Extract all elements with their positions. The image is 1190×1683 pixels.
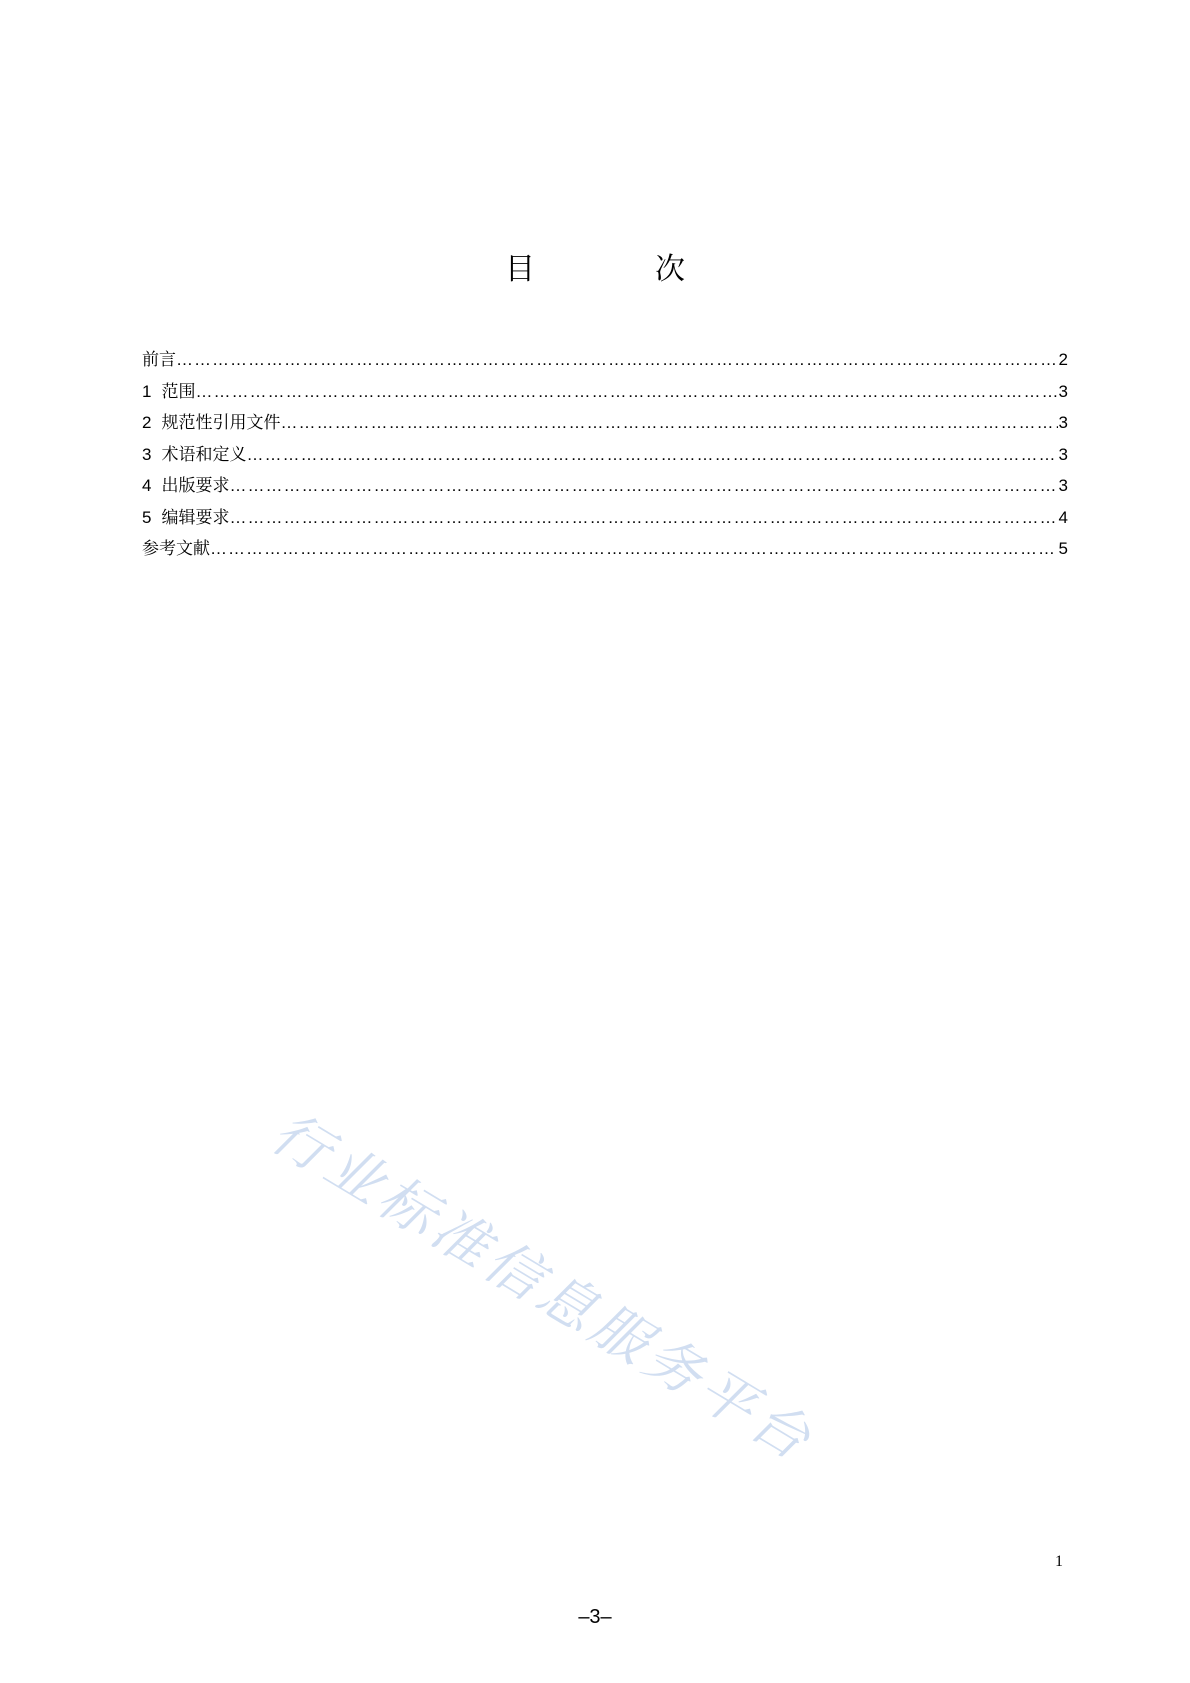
page-number: 1 — [1055, 1553, 1063, 1570]
toc-entry-bibliography[interactable] — [142, 533, 1068, 565]
toc-entry-label: 范围 — [161, 381, 196, 402]
toc-entry-editing-requirements[interactable] — [142, 502, 1068, 534]
toc-leader — [195, 376, 1057, 408]
toc-entry-number: 2 — [142, 413, 152, 432]
toc-entry-page: 2 — [1058, 350, 1068, 369]
toc-entry-page: 4 — [1058, 507, 1068, 527]
toc-entry-page: 3 — [1058, 381, 1068, 401]
toc-leader — [280, 407, 1057, 439]
toc-entry-normative-references[interactable] — [142, 407, 1068, 439]
toc-leader — [229, 470, 1057, 502]
toc-leader — [176, 344, 1058, 376]
toc-entry-page: 3 — [1058, 444, 1068, 464]
toc-entry-number: 1 — [142, 381, 152, 401]
toc-entry-number: 4 — [142, 476, 152, 495]
toc-leader — [246, 439, 1057, 471]
toc-entry-label: 规范性引用文件 — [161, 413, 281, 433]
toc-entry-label: 前言 — [142, 350, 176, 370]
toc-entry-page: 5 — [1058, 539, 1068, 558]
toc-entry-scope[interactable] — [142, 376, 1068, 408]
toc-entry-foreword[interactable] — [142, 344, 1068, 376]
toc-entry-page: 3 — [1058, 476, 1068, 495]
toc-entry-number: 3 — [142, 444, 152, 464]
toc-entry-number: 5 — [142, 507, 152, 527]
toc-list — [142, 344, 1068, 565]
toc-entry-label: 出版要求 — [161, 476, 230, 496]
toc-title-right: 次 — [655, 252, 685, 287]
toc-entry-page: 3 — [1058, 413, 1068, 432]
footer-page-number: –3– — [578, 1606, 612, 1628]
toc-entry-publishing-requirements[interactable] — [142, 470, 1068, 502]
toc-entry-label: 术语和定义 — [161, 444, 247, 465]
toc-title-left: 目 — [505, 252, 535, 287]
toc-leader — [210, 533, 1058, 565]
toc-entry-terms-definitions[interactable] — [142, 439, 1068, 471]
toc-entry-label: 参考文献 — [142, 539, 210, 559]
toc-leader — [229, 502, 1057, 534]
toc-entry-label: 编辑要求 — [161, 507, 230, 528]
watermark: 行业标准信息服务平台 — [260, 1100, 826, 1476]
toc-title — [0, 244, 1190, 288]
